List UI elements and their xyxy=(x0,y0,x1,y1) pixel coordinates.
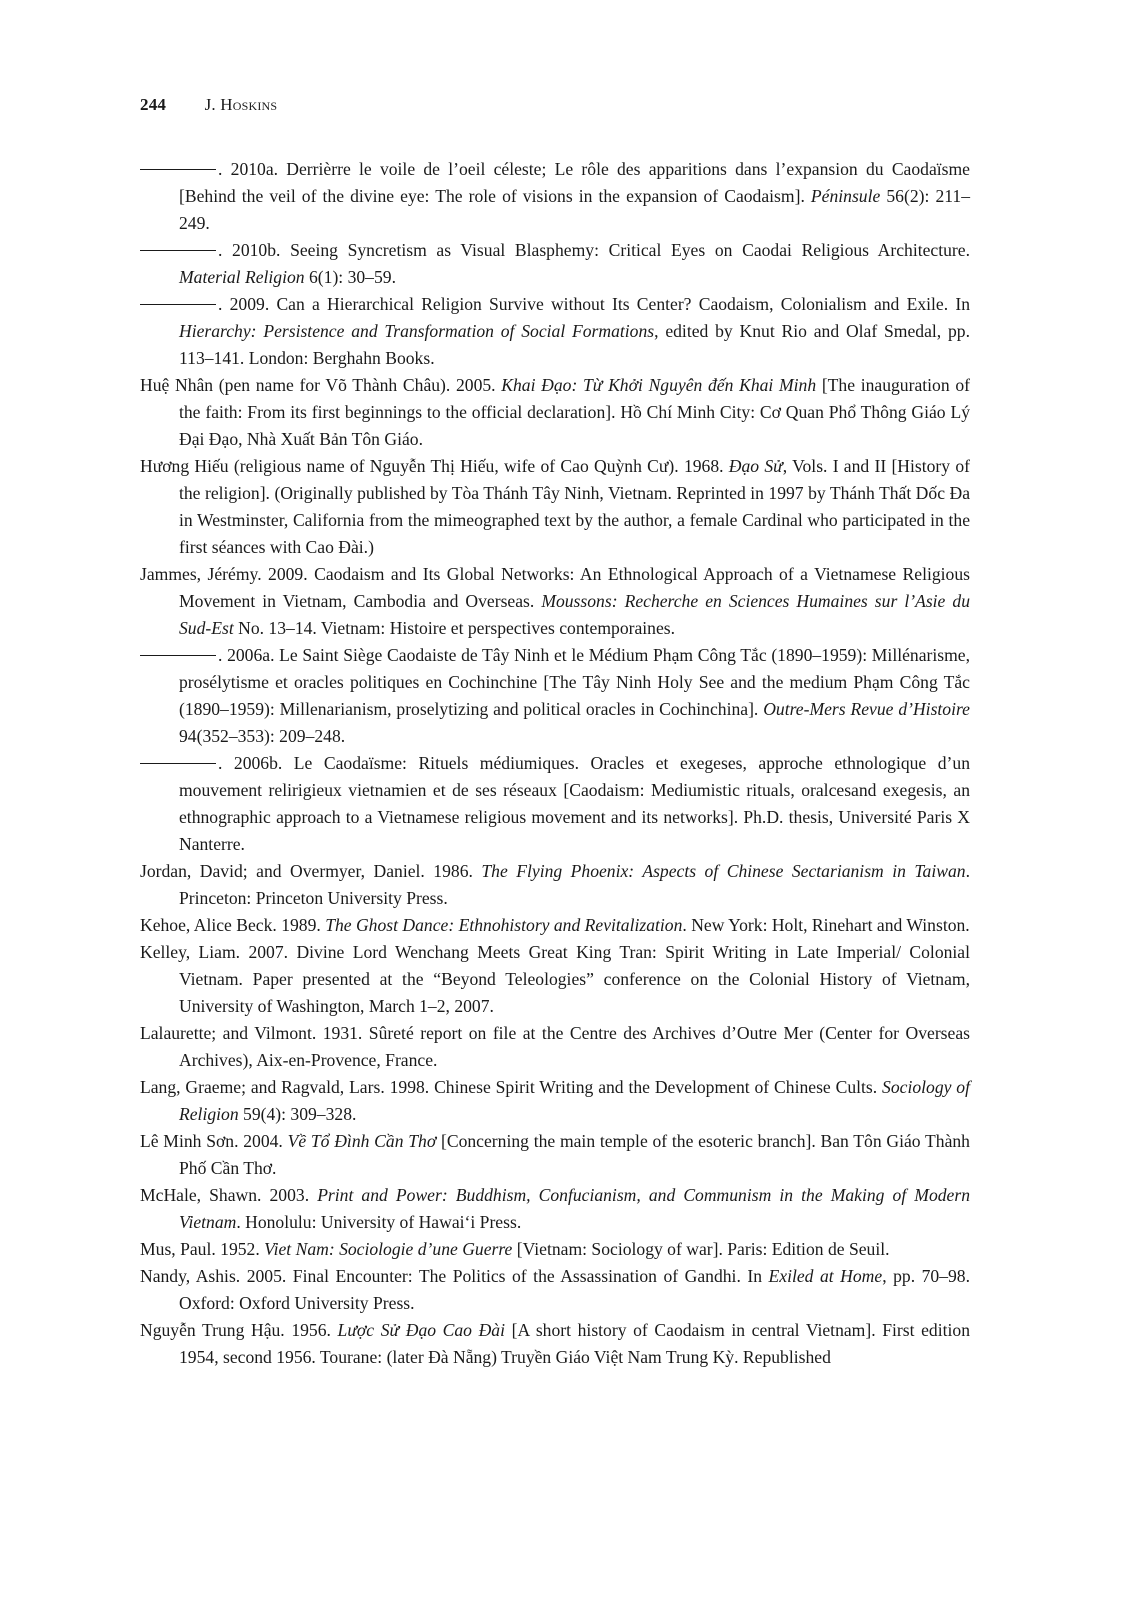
reference-text: 94(352–353): 209–248. xyxy=(179,726,346,746)
reference-text: Jordan, David; and Overmyer, Daniel. 1986. xyxy=(140,861,482,881)
reference-text: [Concerning the main temple of the esoteric branch]. Ban Tôn Giáo Thành Phố Cần Thơ. xyxy=(179,1131,970,1178)
reference-text: Mus, Paul. 1952. xyxy=(140,1239,265,1259)
reference-text: [A short history of Caodaism in central Vietnam]. First edition 1954, second 1956. Tourane: (later Đà Nẵng) Truyền Giáo Việt Nam Trung Kỳ. Republished xyxy=(179,1320,970,1367)
repeat-author-dash xyxy=(140,655,216,656)
reference-text: 56(2): 211–249. xyxy=(179,186,970,233)
reference-text: . Princeton: Princeton University Press. xyxy=(179,861,970,908)
reference-entry xyxy=(140,642,970,750)
reference-text: . 2010a. Derrièrre le voile de l’oeil céleste; Le rôle des apparitions dans l’expansion du Caodaïsme [Behind the veil of the divine eye: The role of visions in the expansion of Caodaism]. xyxy=(179,159,970,206)
running-header xyxy=(140,95,277,115)
reference-text: Lê Minh Sơn. 2004. xyxy=(140,1131,288,1151)
reference-entry xyxy=(140,156,970,237)
reference-text: , pp. 70–98. Oxford: Oxford University Press. xyxy=(179,1266,970,1313)
reference-entry xyxy=(140,1236,970,1263)
reference-text: Lalaurette; and Vilmont. 1931. Sûreté report on file at the Centre des Archives d’Outre Mer (Center for Overseas Archives), Aix-en-Provence, France. xyxy=(140,1023,970,1070)
reference-entry xyxy=(140,750,970,858)
reference-entry xyxy=(140,372,970,453)
reference-entry xyxy=(140,1074,970,1128)
page-number: 244 xyxy=(140,95,167,114)
reference-text: . 2006b. Le Caodaïsme: Rituels médiumiques. Oracles et exegeses, approche ethnologique d’un mouvement relirigieux vietnamien et de ses réseaux [Caodaism: Mediumistic rituals, oralcesand exegesis, an ethnographic approach to a Vietnamese religious movement and its networks]. Ph.D. thesis, Université Paris X Nanterre. xyxy=(179,753,970,854)
reference-text: , Vols. I and II [History of the religion]. (Originally published by Tòa Thánh Tây Ninh, Vietnam. Reprinted in 1997 by Thánh Thất Dốc Đa in Westminster, California from the mimeographed text by the author, a female Cardinal who participated in the first séances with Cao Đài.) xyxy=(179,456,970,557)
reference-title: Hierarchy: Persistence and Transformation of Social Formations xyxy=(179,321,655,341)
reference-text: McHale, Shawn. 2003. xyxy=(140,1185,318,1205)
reference-entry xyxy=(140,237,970,291)
reference-entry xyxy=(140,1128,970,1182)
reference-text: Kelley, Liam. 2007. Divine Lord Wenchang Meets Great King Tran: Spirit Writing in Late Imperial/ Colonial Vietnam. Paper presented at the “Beyond Teleologies” conference on the Colonial History of Vietnam, University of Washington, March 1–2, 2007. xyxy=(140,942,970,1016)
reference-text: 59(4): 309–328. xyxy=(238,1104,357,1124)
reference-title: Khai Đạo: Từ Khởi Nguyên đến Khai Minh xyxy=(501,375,817,395)
reference-title: Lược Sử Đạo Cao Đài xyxy=(337,1320,505,1340)
running-author: J. Hoskins xyxy=(204,95,278,114)
reference-title: Material Religion xyxy=(179,267,305,287)
reference-text: Huệ Nhân (pen name for Võ Thành Châu). 2005. xyxy=(140,375,502,395)
reference-entry xyxy=(140,1020,970,1074)
reference-title: The Flying Phoenix: Aspects of Chinese Sectarianism in Taiwan xyxy=(481,861,966,881)
reference-text: . 2010b. Seeing Syncretism as Visual Blasphemy: Critical Eyes on Caodai Religious Architecture. xyxy=(218,240,970,260)
reference-text: Hương Hiếu (religious name of Nguyễn Thị Hiếu, wife of Cao Quỳnh Cư). 1968. xyxy=(140,456,729,476)
reference-entry xyxy=(140,453,970,561)
reference-title: Outre-Mers Revue d’Histoire xyxy=(763,699,970,719)
reference-title: Đạo Sử xyxy=(728,456,783,476)
repeat-author-dash xyxy=(140,250,216,251)
reference-text: 6(1): 30–59. xyxy=(304,267,396,287)
reference-text: . 2009. Can a Hierarchical Religion Survive without Its Center? Caodaism, Colonialism and Exile. In xyxy=(218,294,970,314)
reference-text: Jammes, Jérémy. 2009. Caodaism and Its Global Networks: An Ethnological Approach of a Vietnamese Religious Movement in Vietnam, Cambodia and Overseas. xyxy=(140,564,970,611)
reference-title: Print and Power: Buddhism, Confucianism, and Communism in the Making of Modern Vietnam xyxy=(179,1185,971,1232)
reference-text: No. 13–14. Vietnam: Histoire et perspectives contemporaines. xyxy=(233,618,676,638)
reference-text: , edited by Knut Rio and Olaf Smedal, pp. 113–141. London: Berghahn Books. xyxy=(179,321,970,368)
reference-text: Nandy, Ashis. 2005. Final Encounter: The Politics of the Assassination of Gandhi. In xyxy=(140,1266,769,1286)
reference-title: Péninsule xyxy=(810,186,881,206)
reference-text: . 2006a. Le Saint Siège Caodaiste de Tây Ninh et le Médium Phạm Công Tắc (1890–1959): Millénarisme, prosélytisme et oracles politiques en Cochinchine [The Tây Ninh Holy See and the medium Phạm Công Tắc (1890–1959): Millenarianism, proselytizing and political oracles in Cochinchina]. xyxy=(179,645,970,719)
reference-entry xyxy=(140,858,970,912)
reference-text: Kehoe, Alice Beck. 1989. xyxy=(140,915,326,935)
reference-text: [Vietnam: Sociology of war]. Paris: Edition de Seuil. xyxy=(512,1239,890,1259)
reference-entry xyxy=(140,1182,970,1236)
reference-entry xyxy=(140,1263,970,1317)
reference-title: Exiled at Home xyxy=(768,1266,883,1286)
reference-entry xyxy=(140,1317,970,1371)
reference-entry xyxy=(140,291,970,372)
reference-text: . Honolulu: University of Hawai‘i Press. xyxy=(236,1212,522,1232)
reference-entry xyxy=(140,939,970,1020)
reference-text: . New York: Holt, Rinehart and Winston. xyxy=(682,915,970,935)
reference-text: [The inauguration of the faith: From its first beginnings to the official declaration]. Hồ Chí Minh City: Cơ Quan Phổ Thông Giáo Lý Đại Đạo, Nhà Xuất Bản Tôn Giáo. xyxy=(179,375,970,449)
repeat-author-dash xyxy=(140,763,216,764)
reference-title: Moussons: Recherche en Sciences Humaines sur l’Asie du Sud-Est xyxy=(179,591,970,638)
reference-title: Sociology of Religion xyxy=(179,1077,970,1124)
reference-title: Viet Nam: Sociologie d’une Guerre xyxy=(264,1239,513,1259)
reference-entry xyxy=(140,912,970,939)
reference-text: Nguyễn Trung Hậu. 1956. xyxy=(140,1320,338,1340)
reference-list xyxy=(140,156,970,1371)
repeat-author-dash xyxy=(140,169,216,170)
reference-title: The Ghost Dance: Ethnohistory and Revitalization xyxy=(325,915,683,935)
repeat-author-dash xyxy=(140,304,216,305)
reference-title: Về Tổ Đình Cần Thơ xyxy=(287,1131,437,1151)
reference-entry xyxy=(140,561,970,642)
reference-text: Lang, Graeme; and Ragvald, Lars. 1998. Chinese Spirit Writing and the Development of Chinese Cults. xyxy=(140,1077,883,1097)
